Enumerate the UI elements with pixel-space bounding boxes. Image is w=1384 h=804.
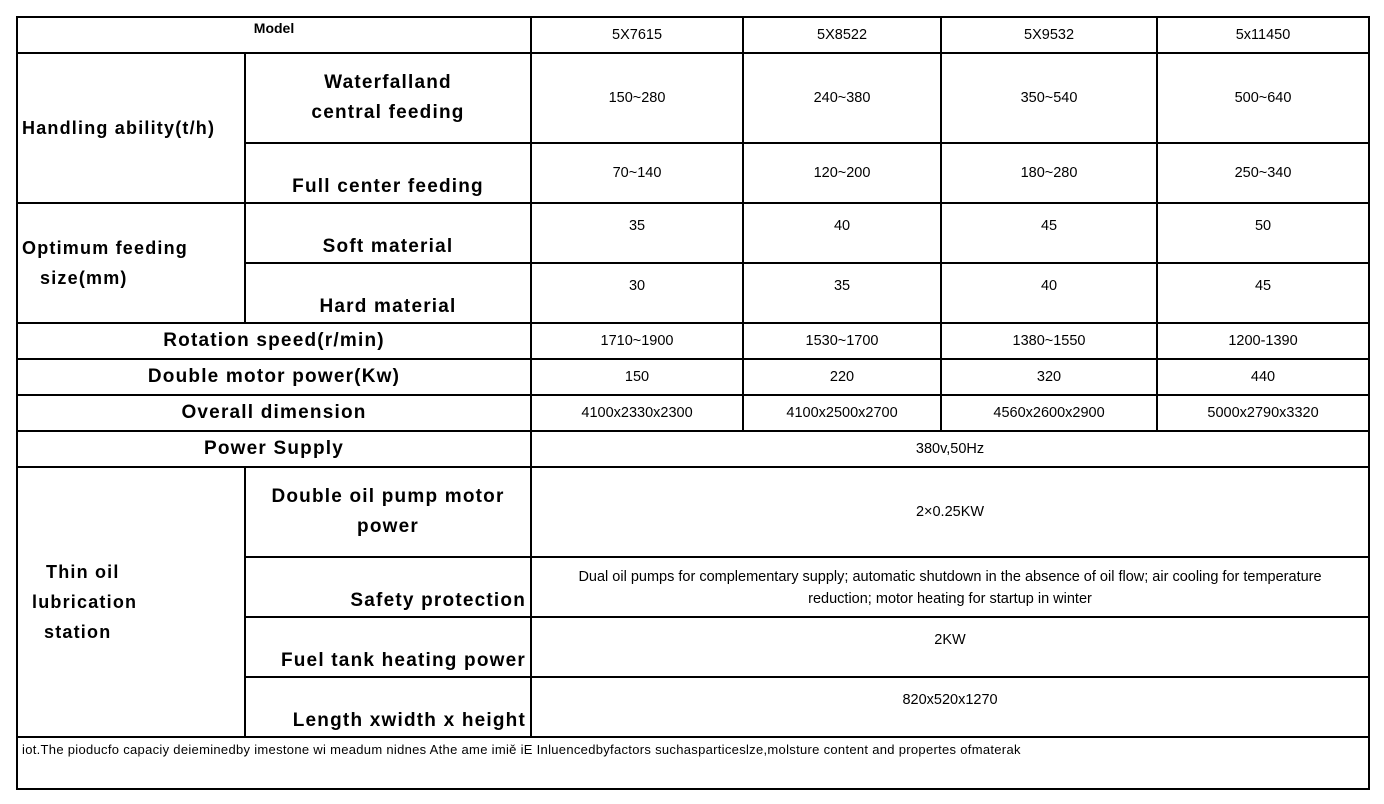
value-cell: 4100x2500x2700 [743,395,941,431]
soft-material-label: Soft material [245,203,531,263]
value-cell: 1530~1700 [743,323,941,359]
heating-value: 2KW [531,617,1369,677]
value-cell: 45 [941,203,1157,263]
lubrication-label-line1: Thin oil [46,562,120,582]
value-cell: 40 [941,263,1157,323]
rotation-row [17,323,1369,359]
value-cell: 120~200 [743,143,941,203]
value-cell: 440 [1157,359,1369,395]
feeding-size-label-line1: Optimum feeding [22,238,188,258]
oil-pump-row [17,467,1369,557]
value-cell: 4560x2600x2900 [941,395,1157,431]
value-cell: 4100x2330x2300 [531,395,743,431]
value-cell: 350~540 [941,53,1157,143]
value-cell: 150 [531,359,743,395]
size-label: Length xwidth x height [245,677,531,737]
power-supply-label: Power Supply [17,431,531,467]
value-cell: 250~340 [1157,143,1369,203]
power-supply-value: 380v,50Hz [531,431,1369,467]
model-cell: 5X9532 [941,17,1157,53]
lubrication-label-line3: station [44,622,112,642]
safety-value [531,557,1369,617]
model-row [17,17,1369,53]
value-cell: 1200-1390 [1157,323,1369,359]
model-cell: 5X7615 [531,17,743,53]
oil-pump-label: Double oil pump motor power [245,467,531,557]
value-cell: 30 [531,263,743,323]
power-supply-row [17,431,1369,467]
value-cell: 150~280 [531,53,743,143]
value-cell: 240~380 [743,53,941,143]
safety-value-line1: Dual oil pumps for complementary supply; automatic shutdown in the absence of oil flow; air cooling for temperature [578,569,1322,585]
value-cell: 70~140 [531,143,743,203]
size-value: 820x520x1270 [531,677,1369,737]
dimension-label: Overall dimension [17,395,531,431]
value-cell: 45 [1157,263,1369,323]
value-cell: 35 [531,203,743,263]
value-cell: 180~280 [941,143,1157,203]
lubrication-group-label [17,467,245,737]
oil-pump-value: 2×0.25KW [531,467,1369,557]
full-center-label: Full center feeding [245,143,531,203]
model-label: Model [17,17,531,53]
rotation-label: Rotation speed(r/min) [17,323,531,359]
heating-label: Fuel tank heating power [245,617,531,677]
motor-power-row [17,359,1369,395]
footnote: iot.The pioducfo capaciy deieminedby imestone wi meadum nidnes Athe ame imiě iE Inluencedbyfactors suchasparticeslze,molsture content and propertes ofmaterak [17,737,1369,789]
handling-group-label: Handling ability(t/h) [17,53,245,203]
safety-value-line2: reduction; motor heating for startup in winter [808,591,1092,607]
spec-table [16,16,1370,790]
value-cell: 50 [1157,203,1369,263]
note-row [17,737,1369,789]
value-cell: 1710~1900 [531,323,743,359]
model-cell: 5x11450 [1157,17,1369,53]
hard-material-label: Hard material [245,263,531,323]
value-cell: 1380~1550 [941,323,1157,359]
lubrication-label-line2: lubrication [32,592,138,612]
model-cell: 5X8522 [743,17,941,53]
soft-material-row [17,203,1369,263]
value-cell: 220 [743,359,941,395]
value-cell: 5000x2790x3320 [1157,395,1369,431]
feeding-size-group-label [17,203,245,323]
safety-label: Safety protection [245,557,531,617]
waterfall-row [17,53,1369,143]
value-cell: 40 [743,203,941,263]
value-cell: 35 [743,263,941,323]
value-cell: 320 [941,359,1157,395]
motor-power-label: Double motor power(Kw) [17,359,531,395]
feeding-size-label-line2: size(mm) [40,268,128,288]
dimension-row [17,395,1369,431]
waterfall-label: Waterfalland central feeding [245,53,531,143]
value-cell: 500~640 [1157,53,1369,143]
